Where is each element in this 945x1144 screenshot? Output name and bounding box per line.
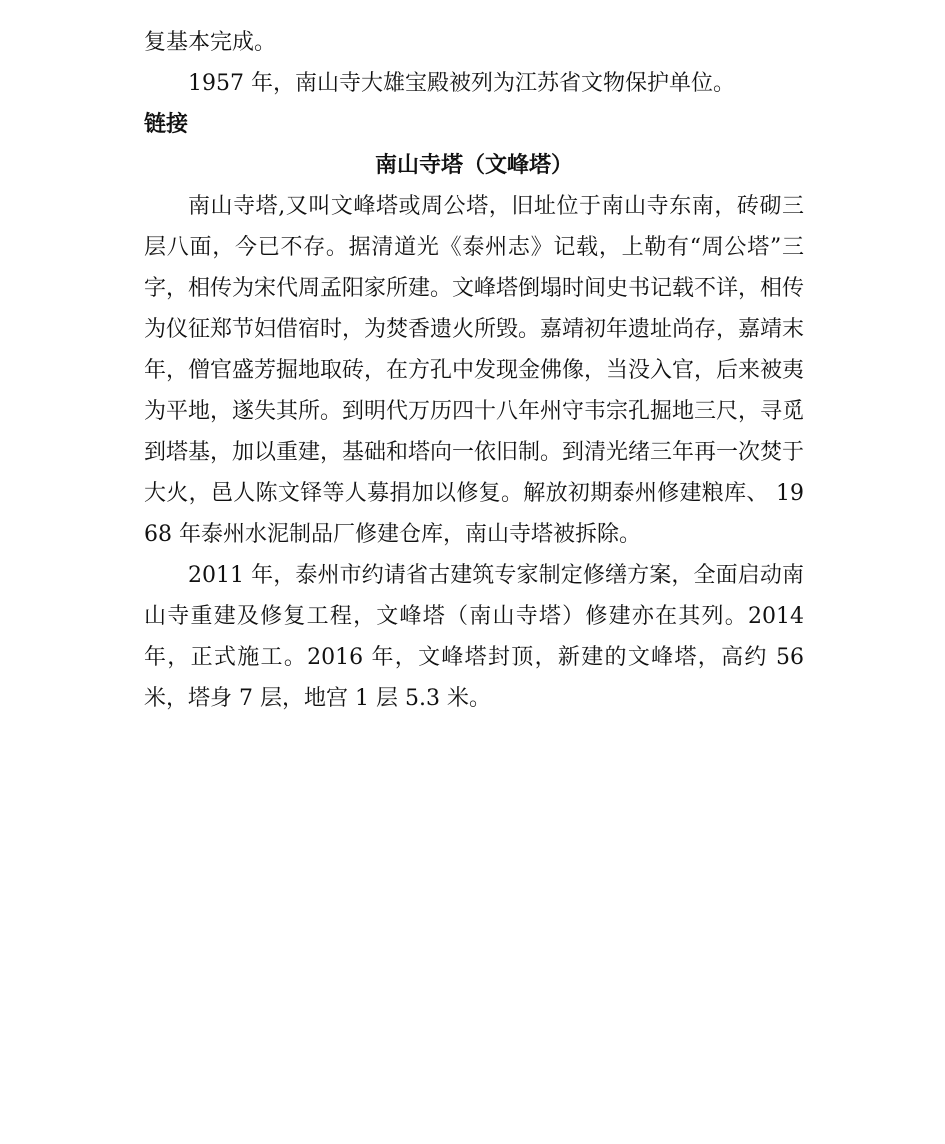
section-title: 南山寺塔（文峰塔）: [374, 153, 573, 178]
link-label: 链接: [144, 112, 189, 137]
paragraph-2011: 2011 年，泰州市约请省古建筑专家制定修缮方案，全面启动南山寺重建及修复工程，文峰塔（南山寺塔）修建亦在其列。2014 年，正式施工。2016 年，文峰塔封顶，新建的文峰塔，高约 56 米，塔身 7 层，地宫 1 层 5.3 米。: [144, 563, 804, 711]
document-page: [144, 22, 804, 719]
continuation-paragraph: 复基本完成。: [144, 30, 277, 55]
paragraph-history: 南山寺塔,又叫文峰塔或周公塔，旧址位于南山寺东南，砖砌三层八面，今已不存。据清道光《泰州志》记载，上勒有“周公塔”三字，相传为宋代周孟阳家所建。文峰塔倒塌时间史书记载不详，相传为仪征郑节妇借宿时，为焚香遗火所毁。嘉靖初年遗址尚存，嘉靖末年，僧官盛芳掘地取砖，在方孔中发现金佛像，当没入官，后来被夷为平地，遂失其所。到明代万历四十八年州守韦宗孔掘地三尺，寻觅到塔基，加以重建，基础和塔向一依旧制。到清光绪三年再一次焚于大火，邑人陈文铎等人募捐加以修复。解放初期泰州修建粮库、 1968 年泰州水泥制品厂修建仓库，南山寺塔被拆除。: [144, 194, 805, 547]
paragraph-1957: 1957 年，南山寺大雄宝殿被列为江苏省文物保护单位。: [188, 71, 735, 96]
